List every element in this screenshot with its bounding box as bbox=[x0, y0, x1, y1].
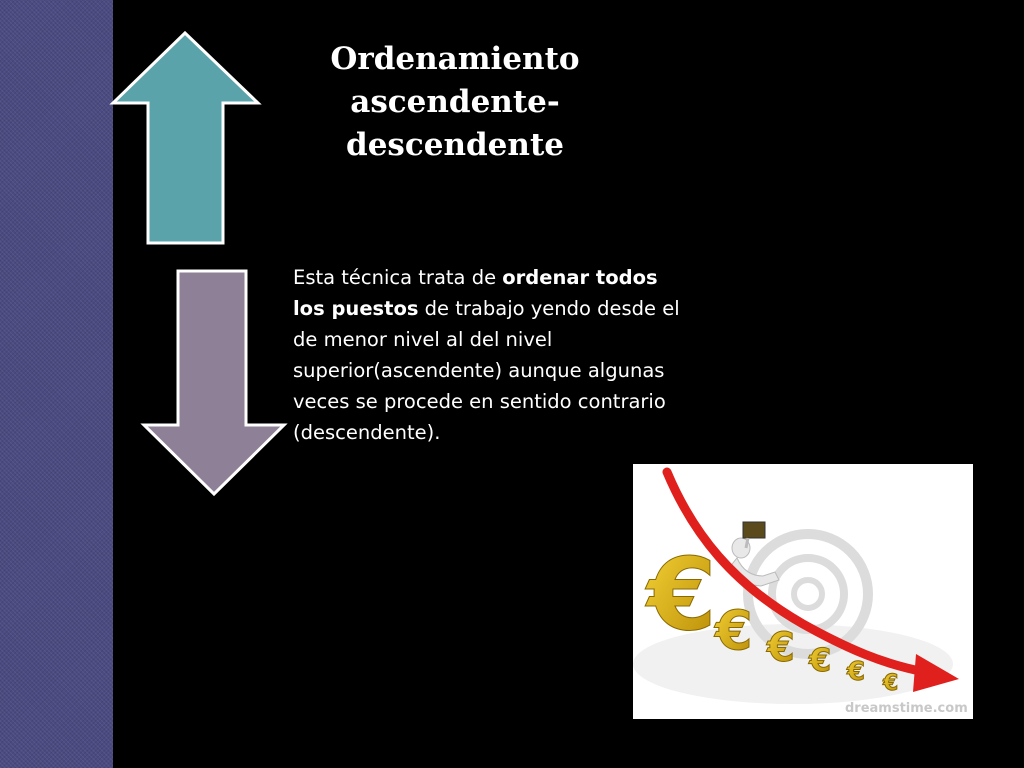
side-band bbox=[0, 0, 113, 768]
body-paragraph bbox=[293, 262, 688, 448]
euro-icon: € bbox=[647, 536, 717, 653]
watermark-text: dreamstime.com bbox=[845, 701, 968, 716]
euro-icon: € bbox=[847, 657, 866, 687]
title-line-1: Ordenamiento bbox=[330, 41, 580, 77]
euro-icon: € bbox=[883, 671, 899, 696]
euro-icon: € bbox=[809, 641, 832, 679]
stock-image-graphic bbox=[633, 464, 973, 719]
body-text-part-1: Esta técnica trata de bbox=[293, 266, 503, 289]
euro-icon: € bbox=[767, 625, 795, 671]
arrows-graphic bbox=[108, 28, 288, 498]
slide-title bbox=[300, 38, 610, 167]
stock-image-falling-euro bbox=[633, 464, 973, 719]
title-line-2: ascendente- bbox=[350, 84, 560, 120]
down-arrow-icon bbox=[144, 271, 284, 494]
title-line-3: descendente bbox=[346, 127, 564, 163]
euro-icon: € bbox=[715, 599, 753, 662]
body-text-bold: ordenar todos los puestos bbox=[293, 266, 658, 320]
up-arrow-icon bbox=[113, 33, 258, 243]
body-text-part-2: de trabajo yendo desde el de menor nivel al del nivel superior(ascendente) aunque algunas veces se procede en sentido contrario (descendente). bbox=[293, 297, 680, 444]
